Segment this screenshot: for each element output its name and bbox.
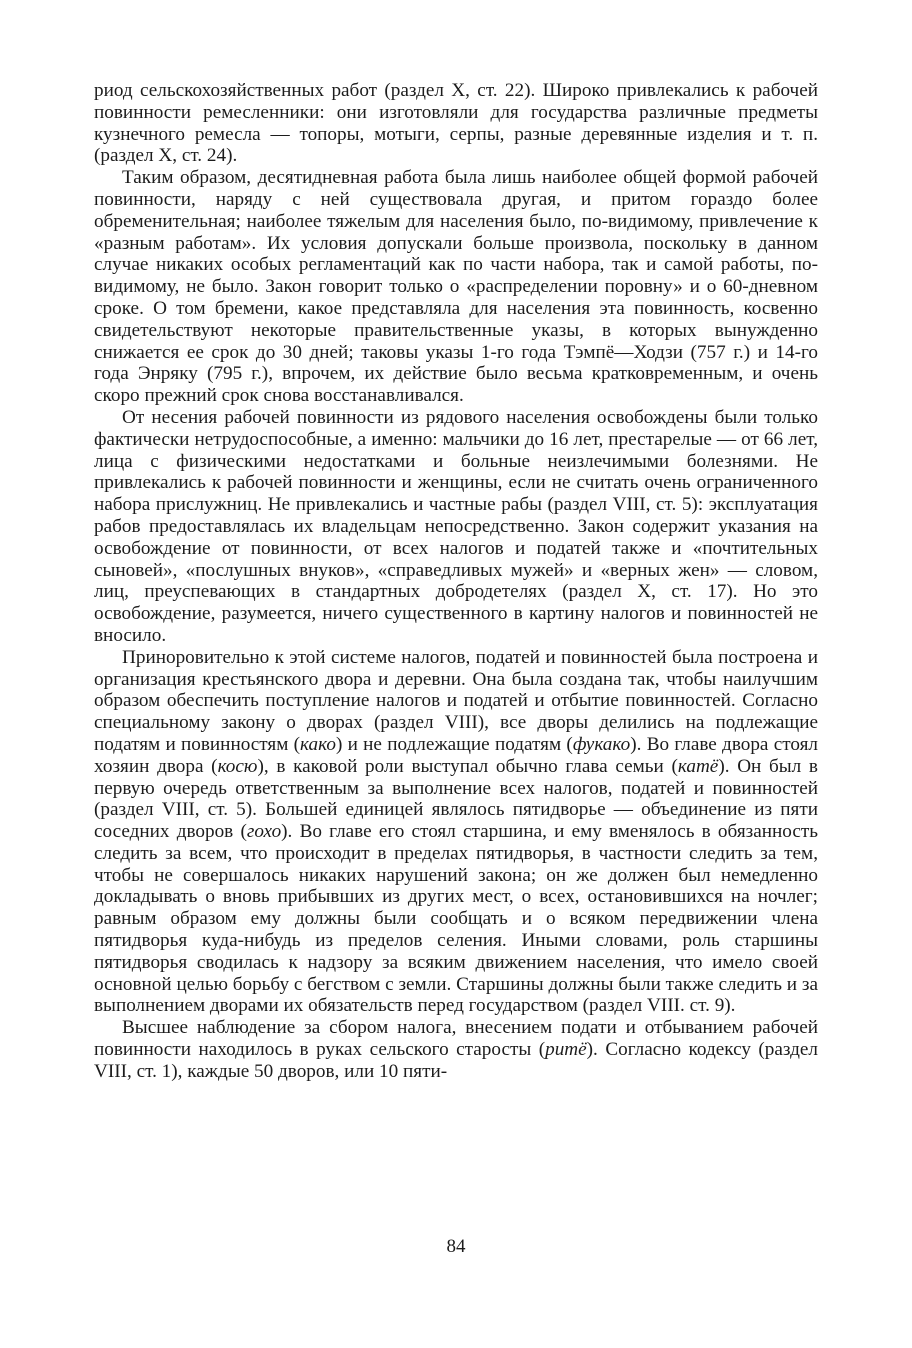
text-segment: Таким образом, десятидневная работа была лишь наиболее общей формой рабочей повинности, наряду с ней существовала другая, и притом гораздо более обременительная; наиболее тяжелым для населения было, по-видимому, привлечение к «разным работам». Их условия допускали больше произвола, поскольку в данном случае никаких особых регламентаций как по части набора, так и самой работы, по-видимому, не было. Закон говорит только о «распределении поровну» и о 60-дневном сроке. О том бремени, какое представляла для населения эта повинность, косвенно свидетельствуют некоторые правительственные указы, в которых вынужденно снижается ее срок до 30 дней; таковы указы 1-го года Тэмпё—Ходзи (757 г.) и 14-го года Энряку (795 г.), впрочем, их действие было весьма кратковременным, и очень скоро прежний срок снова восстанавливался.	[94, 167, 818, 407]
text-segment: ). Во главе двора стоял хозяин двора (	[94, 733, 818, 777]
paragraph-4	[94, 647, 818, 1018]
page-number: 84	[446, 1236, 466, 1257]
italic-term: гохо	[246, 821, 282, 843]
paragraph-1	[94, 80, 818, 167]
paragraph-5	[94, 1017, 818, 1082]
text-segment: Приноровительно к этой системе налогов, податей и повинностей была построена и организация крестьянского двора и деревни. Она была создана так, чтобы наилучшим образом обеспечить поступление налогов и податей и отбытие повинностей. Согласно специальному закону о дворах (раздел VIII), все дворы делились на подлежащие податям и повинностям (	[94, 646, 818, 755]
text-segment: ). Согласно кодексу (раздел VIII, ст. 1), каждые 50 дворов, или 10 пяти-	[94, 1039, 818, 1082]
text-segment: От несения рабочей повинности из рядового населения освобождены были только фактически нетрудоспособные, а именно: мальчики до 16 лет, престарелые — от 66 лет, лица с физическими недостатками и больные неизлечимыми болезнями. Не привлекались к рабочей повинности и женщины, если не считать очень ограниченного набора прислужниц. Не привлекались и частные рабы (раздел VIII, ст. 5): эксплуатация рабов предоставлялась их владельцам непосредственно. Закон содержит указания на освобождение от повинности, от всех налогов и податей также и «почтительных сыновей», «послушных внуков», «справедливых мужей» и «верных жен» — словом, лиц, преуспевающих в стандартных добродетелях (раздел X, ст. 17). Но это освобождение, разумеется, ничего существенного в картину налогов и повинностей не вносило.	[94, 406, 818, 646]
italic-term: катё	[677, 755, 719, 777]
text-segment: Высшее наблюдение за сбором налога, внесением подати и отбыванием рабочей повинности находилось в руках сельского старосты (	[94, 1017, 818, 1061]
text-segment: риод сельскохозяйственных работ (раздел X, ст. 22). Широко привлекались к рабочей повинности ремесленники: они изготовляли для государства различные предметы кузнечного ремесла — топоры, мотыги, серпы, разные деревянные изделия и т. п. (раздел X, ст. 24).	[94, 80, 818, 167]
italic-term: косю	[217, 755, 258, 777]
paragraph-2	[94, 167, 818, 407]
text-segment: ). Во главе его стоял старшина, и ему вменялось в обязанность следить за всем, что происходит в пределах пятидворья, в частности следить за тем, чтобы не совершалось никаких нарушений закона; он же должен был немедленно докладывать о вновь прибывших из других мест, о всех, остановившихся на ночлег; равным образом ему должны были сообщать и о всяком передвижении члена пятидворья куда-нибудь из пределов селения. Иными словами, роль старшины пятидворья сводилась к надзору за всяким движением населения, что имело своей основной целью борьбу с бегством с земли. Старшины должны были также следить и за выполнением дворами их обязательств перед государством (раздел VIII. ст. 9).	[94, 821, 818, 1017]
page-body	[94, 80, 818, 1083]
paragraph-3	[94, 407, 818, 647]
text-segment: ) и не подлежащие податям (	[335, 733, 573, 755]
text-segment: ), в каковой роли выступал обычно глава семьи (	[257, 755, 678, 777]
italic-term: ритё	[545, 1039, 587, 1061]
text-segment: ). Он был в первую очередь ответственным за выполнение всех налогов, податей и повинностей (раздел VIII, ст. 5). Большей единицей являлось пятидворье — объединение из пяти соседних дворов (	[94, 755, 818, 843]
italic-term: фукако	[572, 733, 631, 755]
italic-term: како	[300, 733, 336, 755]
